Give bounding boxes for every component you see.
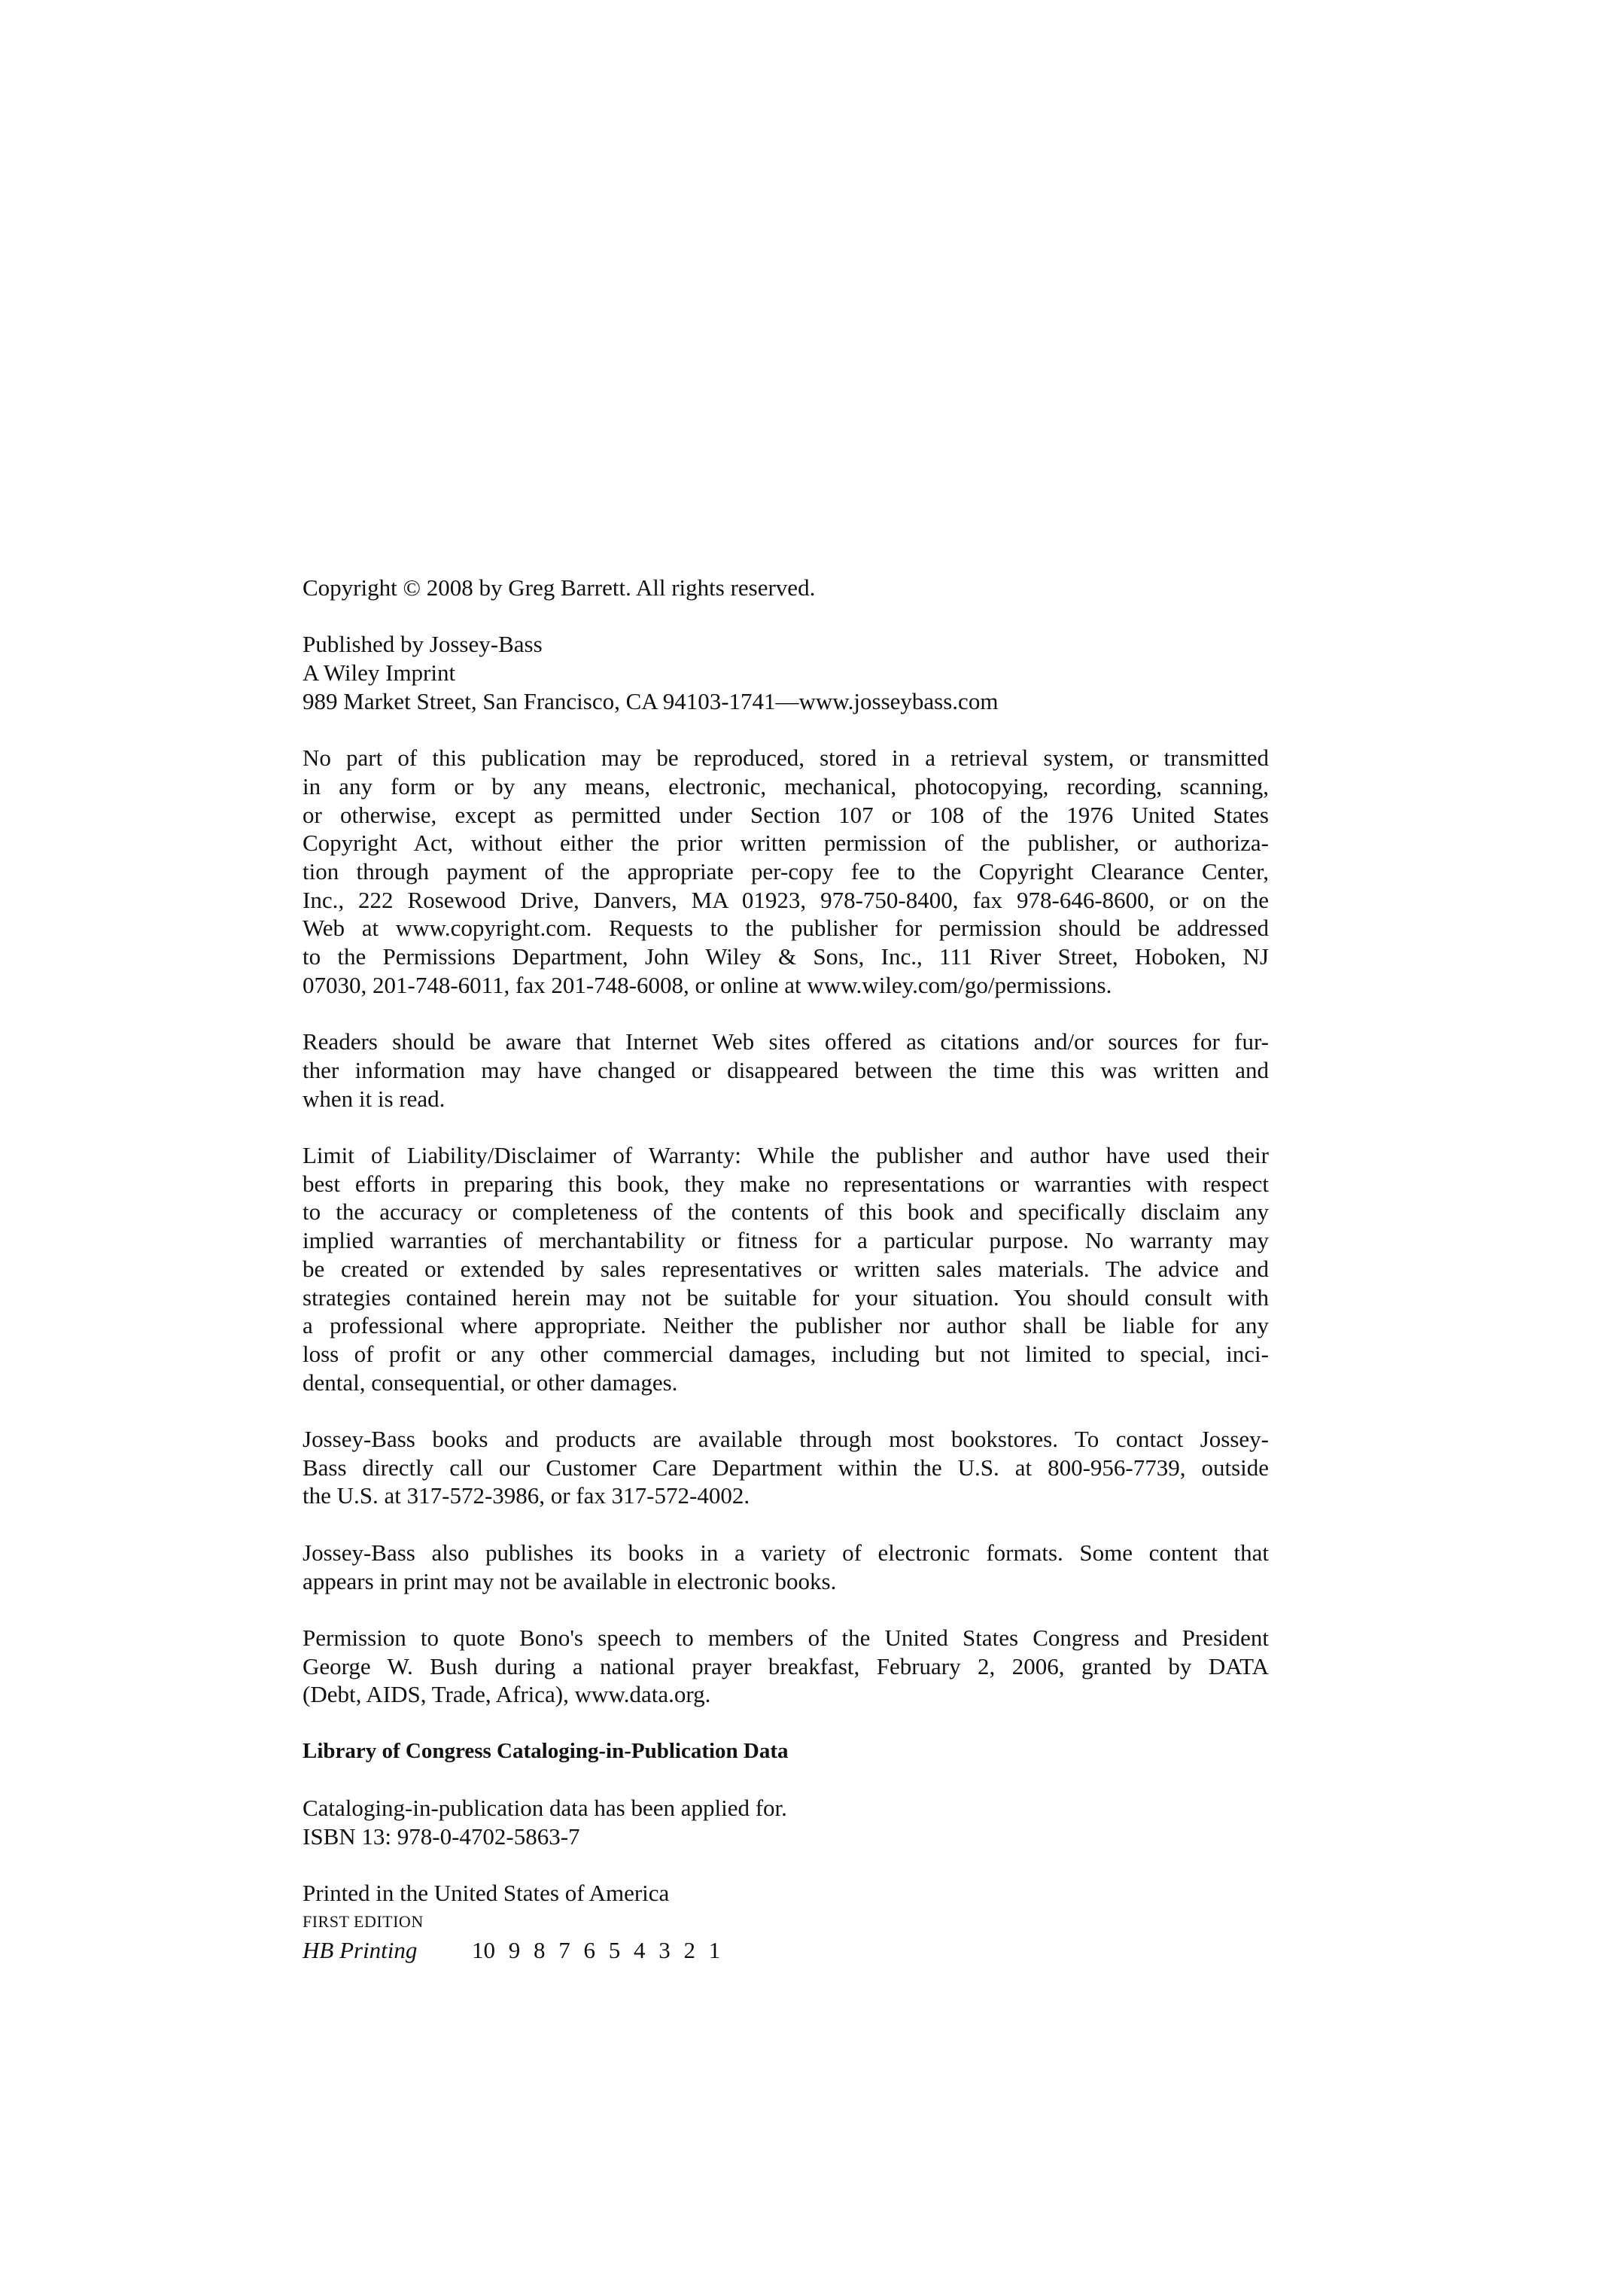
paragraph-line: Inc., 222 Rosewood Drive, Danvers, MA 01923, 978-750-8400, fax 978-646-8600, or on the — [303, 886, 1269, 913]
printing-numbers: 10 9 8 7 6 5 4 3 2 1 — [472, 1936, 721, 1963]
paragraph-line: in any form or by any means, electronic, mechanical, photocopying, recording, scanning, — [303, 772, 1269, 799]
paragraph-line: 07030, 201-748-6011, fax 201-748-6008, or online at www.wiley.com/go/permissions. — [303, 971, 1112, 998]
paragraph-line: a professional where appropriate. Neither the publisher nor author shall be liable for any — [303, 1312, 1269, 1339]
cip-block — [303, 1794, 1269, 1850]
publisher-block — [303, 630, 1269, 715]
imprint-line: A Wiley Imprint — [303, 659, 456, 687]
paragraph — [303, 1624, 1269, 1709]
paragraph-line: dental, consequential, or other damages. — [303, 1369, 678, 1396]
paragraph-line: when it is read. — [303, 1085, 446, 1112]
paragraph-line: implied warranties of merchantability or fitness for a particular purpose. No warranty may — [303, 1227, 1269, 1254]
paragraph-line: (Debt, AIDS, Trade, Africa), www.data.org. — [303, 1681, 711, 1708]
printing-line — [303, 1936, 1269, 1965]
edition: FIRST EDITION — [303, 1911, 424, 1931]
paragraph-line: Permission to quote Bono's speech to members of the United States Congress and President — [303, 1624, 1269, 1651]
address-line: 989 Market Street, San Francisco, CA 94103-1741—www.josseybass.com — [303, 687, 999, 714]
paragraph-line: loss of profit or any other commercial damages, including but not limited to special, inci- — [303, 1340, 1269, 1367]
paragraph-line: Limit of Liability/Disclaimer of Warranty: While the publisher and author have used their — [303, 1142, 1269, 1168]
paragraph-line: George W. Bush during a national prayer breakfast, February 2, 2006, granted by DATA — [303, 1652, 1269, 1679]
paragraph-line: Jossey-Bass books and products are available through most bookstores. To contact Jossey- — [303, 1426, 1269, 1453]
paragraph-line: Readers should be aware that Internet Web sites offered as citations and/or sources for fur- — [303, 1028, 1269, 1055]
paragraph-line: Copyright Act, without either the prior written permission of the publisher, or authoriza- — [303, 830, 1269, 857]
paragraph-line: or otherwise, except as permitted under Section 107 or 108 of the 1976 United States — [303, 801, 1269, 828]
cip-heading: Library of Congress Cataloging-in-Publication Data — [303, 1738, 789, 1763]
copyright-notice: Copyright © 2008 by Greg Barrett. All rights reserved. — [303, 574, 816, 601]
copyright-page — [303, 574, 1269, 1964]
paragraph-line: be created or extended by sales representatives or written sales materials. The advice and — [303, 1255, 1269, 1282]
paragraph — [303, 1425, 1269, 1510]
cip-status: Cataloging-in-publication data has been applied for. — [303, 1795, 787, 1822]
paragraph — [303, 1141, 1269, 1396]
printing-block — [303, 1879, 1269, 1964]
paragraph-line: Web at www.copyright.com. Requests to the publisher for permission should be addressed — [303, 915, 1269, 942]
paragraph-line: ther information may have changed or disappeared between the time this was written and — [303, 1056, 1269, 1083]
paragraph-line: appears in print may not be available in electronic books. — [303, 1567, 837, 1594]
paragraph-line: best efforts in preparing this book, they make no representations or warranties with respect — [303, 1170, 1269, 1197]
paragraph — [303, 1539, 1269, 1595]
paragraph-line: strategies contained herein may not be suitable for your situation. You should consult with — [303, 1284, 1269, 1311]
printing-label: HB Printing — [303, 1936, 418, 1963]
paragraph-line: the U.S. at 317-572-3986, or fax 317-572-4002. — [303, 1482, 750, 1509]
publisher-line: Published by Jossey-Bass — [303, 631, 543, 658]
paragraph — [303, 744, 1269, 999]
isbn: ISBN 13: 978-0-4702-5863-7 — [303, 1822, 580, 1850]
paragraph-line: Jossey-Bass also publishes its books in a variety of electronic formats. Some content that — [303, 1539, 1269, 1566]
paragraph-line: tion through payment of the appropriate per-copy fee to the Copyright Clearance Center, — [303, 858, 1269, 885]
printed-in: Printed in the United States of America — [303, 1880, 670, 1907]
legal-paragraphs — [303, 744, 1269, 1709]
paragraph — [303, 1028, 1269, 1113]
paragraph-line: Bass directly call our Customer Care Department within the U.S. at 800-956-7739, outside — [303, 1454, 1269, 1481]
paragraph-line: to the Permissions Department, John Wiley & Sons, Inc., 111 River Street, Hoboken, NJ — [303, 943, 1269, 970]
paragraph-line: to the accuracy or completeness of the contents of this book and specifically disclaim any — [303, 1198, 1269, 1226]
paragraph-line: No part of this publication may be reproduced, stored in a retrieval system, or transmitted — [303, 745, 1269, 772]
